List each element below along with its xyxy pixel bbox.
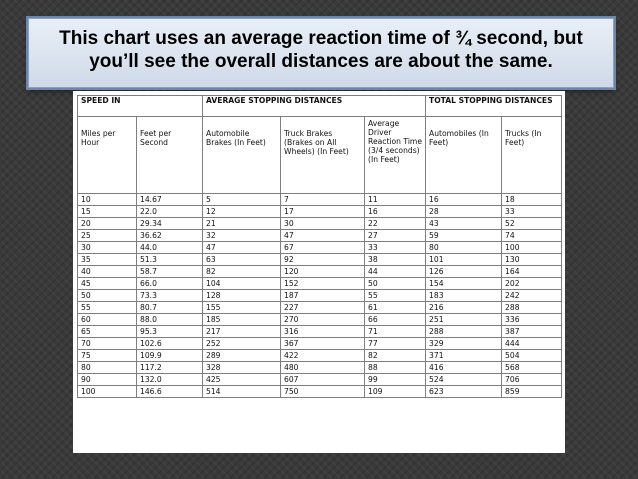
cell-total-trucks: 242 — [502, 290, 562, 302]
cell-total-trucks: 336 — [502, 314, 562, 326]
cell-truck-brakes: 227 — [281, 302, 365, 314]
cell-auto-brakes: 5 — [203, 194, 281, 206]
column-header-total-auto: Automobiles (In Feet) — [426, 117, 502, 194]
cell-auto-brakes: 155 — [203, 302, 281, 314]
cell-fps: 58.7 — [137, 266, 203, 278]
group-header-total: TOTAL STOPPING DISTANCES — [426, 96, 562, 117]
cell-total-auto: 524 — [426, 374, 502, 386]
cell-total-trucks: 130 — [502, 254, 562, 266]
cell-total-auto: 183 — [426, 290, 502, 302]
cell-total-auto: 28 — [426, 206, 502, 218]
cell-mph: 50 — [78, 290, 137, 302]
cell-auto-brakes: 47 — [203, 242, 281, 254]
cell-auto-brakes: 252 — [203, 338, 281, 350]
table-row — [78, 350, 562, 362]
table-row — [78, 302, 562, 314]
cell-reaction: 38 — [365, 254, 426, 266]
cell-mph: 30 — [78, 242, 137, 254]
cell-mph: 10 — [78, 194, 137, 206]
cell-fps: 146.6 — [137, 386, 203, 398]
cell-auto-brakes: 425 — [203, 374, 281, 386]
cell-truck-brakes: 152 — [281, 278, 365, 290]
stopping-distance-table-image — [73, 91, 565, 453]
cell-total-auto: 288 — [426, 326, 502, 338]
cell-reaction: 44 — [365, 266, 426, 278]
cell-fps: 95.3 — [137, 326, 203, 338]
table-row — [78, 386, 562, 398]
cell-reaction: 55 — [365, 290, 426, 302]
cell-auto-brakes: 82 — [203, 266, 281, 278]
cell-reaction: 50 — [365, 278, 426, 290]
column-header-reaction: Average Driver Reaction Time (3/4 seconds) (In Feet) — [365, 117, 426, 194]
table-row — [78, 254, 562, 266]
cell-reaction: 33 — [365, 242, 426, 254]
cell-total-auto: 59 — [426, 230, 502, 242]
column-header-truck-brakes: Truck Brakes (Brakes on All Wheels) (In Feet) — [281, 117, 365, 194]
cell-fps: 80.7 — [137, 302, 203, 314]
cell-total-auto: 216 — [426, 302, 502, 314]
cell-truck-brakes: 422 — [281, 350, 365, 362]
cell-total-trucks: 74 — [502, 230, 562, 242]
cell-auto-brakes: 514 — [203, 386, 281, 398]
cell-reaction: 99 — [365, 374, 426, 386]
cell-truck-brakes: 7 — [281, 194, 365, 206]
cell-reaction: 22 — [365, 218, 426, 230]
cell-total-trucks: 504 — [502, 350, 562, 362]
cell-mph: 60 — [78, 314, 137, 326]
cell-fps: 36.62 — [137, 230, 203, 242]
cell-total-trucks: 202 — [502, 278, 562, 290]
cell-truck-brakes: 316 — [281, 326, 365, 338]
table-row — [78, 266, 562, 278]
column-header-auto-brakes: Automobile Brakes (In Feet) — [203, 117, 281, 194]
cell-mph: 65 — [78, 326, 137, 338]
cell-fps: 117.2 — [137, 362, 203, 374]
table-row — [78, 242, 562, 254]
column-header-total-trucks: Trucks (In Feet) — [502, 117, 562, 194]
cell-total-trucks: 706 — [502, 374, 562, 386]
cell-total-auto: 43 — [426, 218, 502, 230]
column-header-row — [78, 117, 562, 194]
cell-total-trucks: 568 — [502, 362, 562, 374]
cell-truck-brakes: 120 — [281, 266, 365, 278]
cell-auto-brakes: 185 — [203, 314, 281, 326]
stopping-distance-table — [77, 95, 562, 398]
cell-truck-brakes: 30 — [281, 218, 365, 230]
table-row — [78, 230, 562, 242]
cell-total-trucks: 859 — [502, 386, 562, 398]
cell-reaction: 61 — [365, 302, 426, 314]
cell-mph: 40 — [78, 266, 137, 278]
cell-truck-brakes: 367 — [281, 338, 365, 350]
cell-mph: 25 — [78, 230, 137, 242]
table-row — [78, 374, 562, 386]
table-row — [78, 338, 562, 350]
cell-total-trucks: 164 — [502, 266, 562, 278]
cell-truck-brakes: 270 — [281, 314, 365, 326]
cell-auto-brakes: 104 — [203, 278, 281, 290]
cell-auto-brakes: 21 — [203, 218, 281, 230]
cell-total-auto: 80 — [426, 242, 502, 254]
group-header-row — [78, 96, 562, 117]
cell-truck-brakes: 607 — [281, 374, 365, 386]
cell-total-trucks: 18 — [502, 194, 562, 206]
cell-truck-brakes: 47 — [281, 230, 365, 242]
cell-fps: 73.3 — [137, 290, 203, 302]
cell-mph: 90 — [78, 374, 137, 386]
cell-truck-brakes: 187 — [281, 290, 365, 302]
cell-fps: 29.34 — [137, 218, 203, 230]
cell-reaction: 77 — [365, 338, 426, 350]
cell-reaction: 88 — [365, 362, 426, 374]
cell-auto-brakes: 32 — [203, 230, 281, 242]
cell-total-auto: 371 — [426, 350, 502, 362]
cell-reaction: 82 — [365, 350, 426, 362]
column-header-mph: Miles per Hour — [78, 117, 137, 194]
column-header-fps: Feet per Second — [137, 117, 203, 194]
cell-total-auto: 16 — [426, 194, 502, 206]
cell-fps: 22.0 — [137, 206, 203, 218]
cell-total-auto: 329 — [426, 338, 502, 350]
cell-truck-brakes: 750 — [281, 386, 365, 398]
cell-total-trucks: 52 — [502, 218, 562, 230]
table-row — [78, 362, 562, 374]
cell-reaction: 109 — [365, 386, 426, 398]
cell-total-trucks: 100 — [502, 242, 562, 254]
cell-total-trucks: 288 — [502, 302, 562, 314]
cell-reaction: 71 — [365, 326, 426, 338]
cell-mph: 100 — [78, 386, 137, 398]
cell-fps: 102.6 — [137, 338, 203, 350]
cell-total-trucks: 444 — [502, 338, 562, 350]
cell-fps: 132.0 — [137, 374, 203, 386]
cell-truck-brakes: 67 — [281, 242, 365, 254]
cell-total-auto: 101 — [426, 254, 502, 266]
cell-fps: 51.3 — [137, 254, 203, 266]
cell-truck-brakes: 17 — [281, 206, 365, 218]
cell-auto-brakes: 328 — [203, 362, 281, 374]
cell-mph: 15 — [78, 206, 137, 218]
cell-total-auto: 154 — [426, 278, 502, 290]
cell-fps: 14.67 — [137, 194, 203, 206]
cell-fps: 88.0 — [137, 314, 203, 326]
cell-truck-brakes: 92 — [281, 254, 365, 266]
cell-total-trucks: 387 — [502, 326, 562, 338]
cell-auto-brakes: 63 — [203, 254, 281, 266]
table-row — [78, 218, 562, 230]
cell-mph: 55 — [78, 302, 137, 314]
table-row — [78, 314, 562, 326]
cell-mph: 70 — [78, 338, 137, 350]
cell-total-auto: 416 — [426, 362, 502, 374]
cell-mph: 35 — [78, 254, 137, 266]
cell-total-auto: 126 — [426, 266, 502, 278]
cell-fps: 109.9 — [137, 350, 203, 362]
cell-total-auto: 251 — [426, 314, 502, 326]
slide-title: This chart uses an average reaction time of ¾ second, but you’ll see the overall distances are about the same. — [59, 28, 583, 72]
cell-auto-brakes: 289 — [203, 350, 281, 362]
cell-reaction: 27 — [365, 230, 426, 242]
cell-reaction: 16 — [365, 206, 426, 218]
cell-mph: 20 — [78, 218, 137, 230]
group-header-speed: SPEED IN — [78, 96, 203, 117]
table-row — [78, 206, 562, 218]
table-row — [78, 326, 562, 338]
cell-auto-brakes: 128 — [203, 290, 281, 302]
cell-total-auto: 623 — [426, 386, 502, 398]
cell-mph: 75 — [78, 350, 137, 362]
cell-fps: 44.0 — [137, 242, 203, 254]
cell-mph: 45 — [78, 278, 137, 290]
cell-mph: 80 — [78, 362, 137, 374]
cell-auto-brakes: 12 — [203, 206, 281, 218]
cell-fps: 66.0 — [137, 278, 203, 290]
table-row — [78, 194, 562, 206]
cell-reaction: 11 — [365, 194, 426, 206]
table-row — [78, 290, 562, 302]
group-header-average: AVERAGE STOPPING DISTANCES — [203, 96, 426, 117]
cell-auto-brakes: 217 — [203, 326, 281, 338]
slide-title-box — [28, 18, 614, 88]
cell-total-trucks: 33 — [502, 206, 562, 218]
table-row — [78, 278, 562, 290]
cell-reaction: 66 — [365, 314, 426, 326]
cell-truck-brakes: 480 — [281, 362, 365, 374]
